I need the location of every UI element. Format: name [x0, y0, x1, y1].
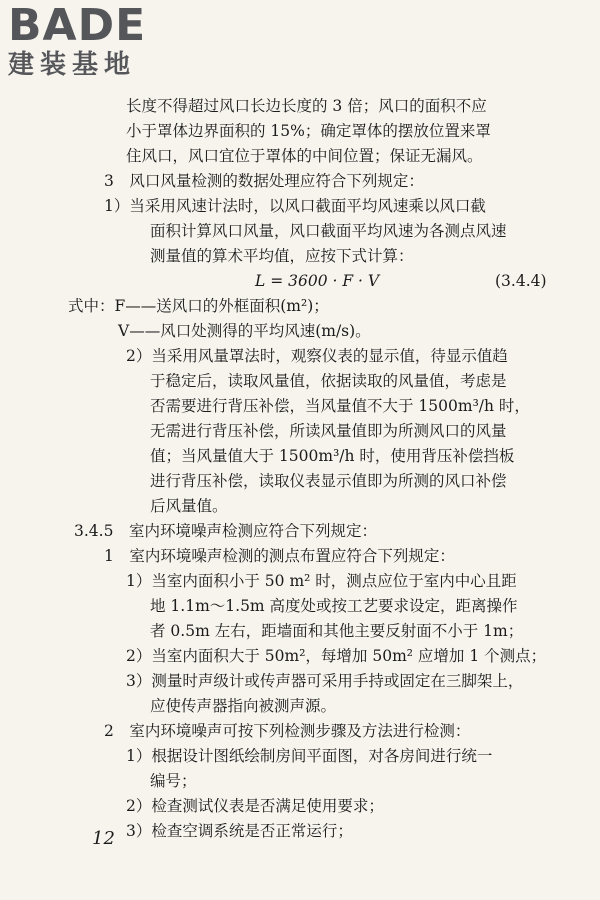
logo-brand: BADE	[8, 0, 147, 51]
text-line: 1）当采用风速计法时，以风口截面平均风速乘以风口截	[104, 197, 486, 215]
text-line: 编号；	[150, 772, 197, 790]
text-line: 1）根据设计图纸绘制房间平面图，对各房间进行统一	[126, 747, 493, 765]
bade-logo	[8, 0, 178, 84]
clause-2-heading: 2 室内环境噪声可按下列检测步骤及方法进行检测：	[104, 722, 471, 740]
text-line: 小于罩体边界面积的 15%；确定罩体的摆放位置来罩	[126, 122, 491, 140]
logo-subtitle: 建装基地	[8, 50, 137, 80]
text-line: 3）检查空调系统是否正常运行；	[126, 822, 353, 840]
text-line: 值；当风量值大于 1500m³/h 时，使用背压补偿挡板	[150, 447, 515, 465]
text-line: 地 1.1m～1.5m 高度处或按工艺要求设定，距离操作	[150, 597, 518, 615]
text-line: 于稳定后，读取风量值，依据读取的风量值，考虑是	[150, 372, 507, 390]
text-line: 2）检查测试仪表是否满足使用要求；	[126, 797, 384, 815]
page-number: 12	[92, 828, 115, 849]
equation-number: (3.4.4)	[495, 272, 547, 290]
text-line: 者 0.5m 左右，距墙面和其他主要反射面不小于 1m；	[150, 622, 524, 640]
text-line: 长度不得超过风口长边长度的 3 倍；风口的面积不应	[126, 97, 487, 115]
text-line: 2）当采用风量罩法时，观察仪表的显示值，待显示值趋	[126, 347, 508, 365]
text-line: 后风量值。	[150, 497, 228, 515]
text-line: V——风口处测得的平均风速(m/s)。	[118, 322, 371, 340]
text-line: 面积计算风口风量，风口截面平均风速为各测点风速	[150, 222, 507, 240]
text-line: 式中：F——送风口的外框面积(m²)；	[68, 297, 329, 315]
formula: L = 3600 · F · V	[255, 272, 380, 290]
text-line: 测量值的算术平均值，应按下式计算：	[150, 247, 414, 265]
text-line: 住风口，风口宜位于罩体的中间位置；保证无漏风。	[126, 147, 483, 165]
clause-1-heading: 1 室内环境噪声检测的测点布置应符合下列规定：	[104, 547, 455, 565]
text-line: 否需要进行背压补偿，当风量值不大于 1500m³/h 时，	[150, 397, 530, 415]
section-3-4-5-heading: 3.4.5 室内环境噪声检测应符合下列规定：	[74, 522, 377, 540]
text-line: 1）当室内面积小于 50 m² 时，测点应位于室内中心且距	[126, 572, 517, 590]
text-line: 进行背压补偿，读取仪表显示值即为所测的风口补偿	[150, 472, 507, 490]
text-line: 2）当室内面积大于 50m²，每增加 50m² 应增加 1 个测点；	[126, 647, 547, 665]
text-line: 无需进行背压补偿，所读风量值即为所测风口的风量	[150, 422, 507, 440]
text-line: 应使传声器指向被测声源。	[150, 697, 337, 715]
text-line: 3）测量时声级计或传声器可采用手持或固定在三脚架上，	[126, 672, 524, 690]
clause-3-heading: 3 风口风量检测的数据处理应符合下列规定：	[104, 172, 424, 190]
